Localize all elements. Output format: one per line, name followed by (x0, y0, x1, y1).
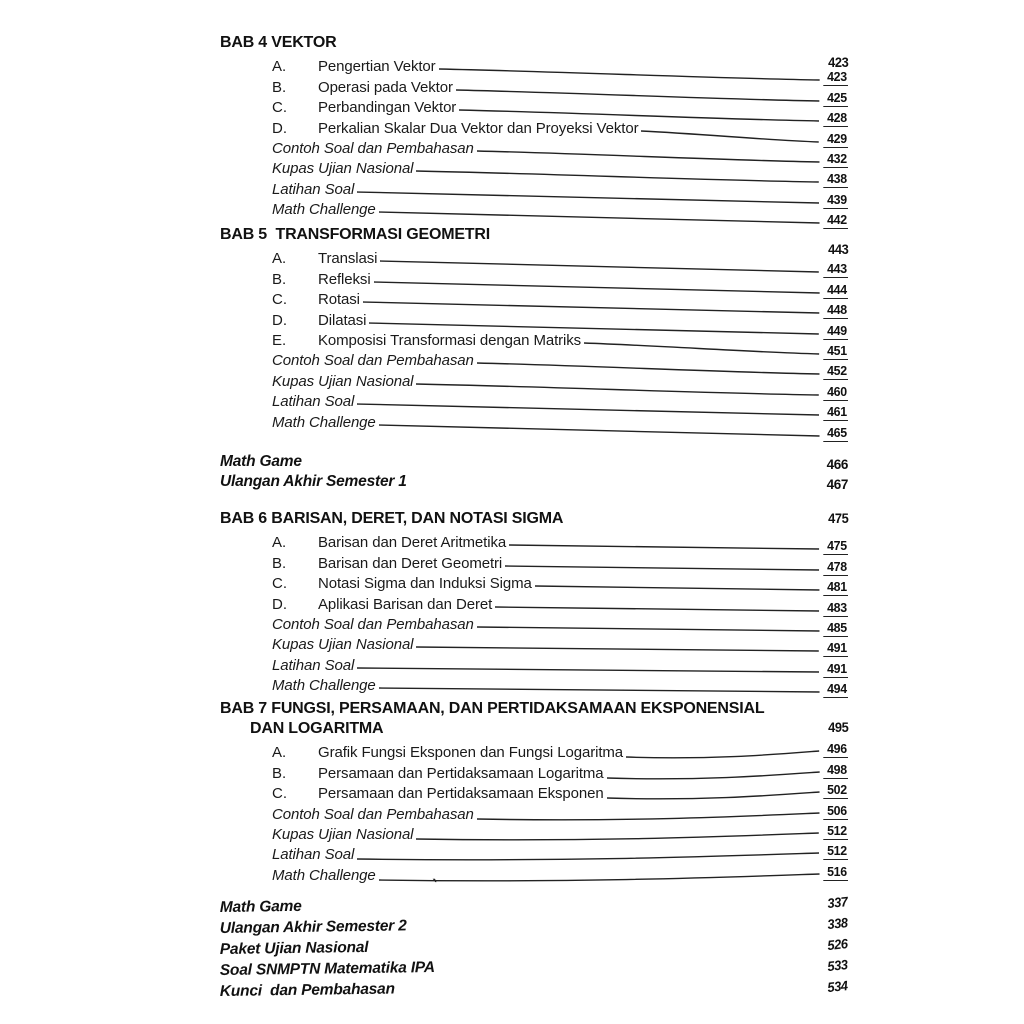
toc-row (220, 451, 848, 472)
chapter-title: BAB 6 BARISAN, DERET, DAN NOTASI SIGMA (220, 510, 564, 527)
page-number: 448 (823, 302, 848, 319)
page-number: 502 (823, 782, 848, 799)
page-number: 506 (823, 803, 848, 820)
item-letter: A. (272, 250, 287, 268)
page-number: 485 (823, 620, 848, 637)
item-label: Math Challenge (272, 201, 376, 219)
page-number: 498 (823, 762, 848, 779)
page-number: 465 (823, 425, 848, 442)
toc-row (272, 742, 848, 762)
section-bab7 (220, 699, 848, 885)
item-letter: A. (272, 744, 287, 762)
item-label: Contoh Soal dan Pembahasan (272, 139, 474, 157)
item-label: Perkalian Skalar Dua Vektor dan Proyeksi Vektor (318, 119, 639, 137)
page-number: 429 (823, 131, 848, 148)
item-label: Kupas Ujian Nasional (272, 636, 414, 654)
section-grp1 (220, 451, 848, 492)
chapter-page-number: 475 (827, 511, 848, 526)
item-label: Grafik Fungsi Eksponen dan Fungsi Logaritma (318, 744, 624, 762)
item-label: Notasi Sigma dan Induksi Sigma (318, 575, 532, 593)
item-label: Kupas Ujian Nasional (272, 372, 414, 390)
page-number: 432 (823, 151, 848, 168)
page-number: 460 (823, 384, 848, 401)
toc-row (272, 824, 848, 844)
toc-row (272, 783, 848, 803)
page-number: 428 (823, 110, 848, 127)
item-label: Ulangan Akhir Semester 2 (219, 917, 407, 938)
item-label: Ulangan Akhir Semester 1 (220, 473, 407, 490)
page-number: 423 (823, 69, 848, 86)
page-number: 337 (826, 894, 848, 912)
item-letter: C. (272, 99, 287, 117)
item-label: Math Game (220, 452, 302, 470)
item-label: Latihan Soal (272, 180, 355, 198)
page-number: 483 (823, 600, 848, 617)
toc-row (272, 370, 848, 399)
page-number: 491 (823, 661, 848, 678)
toc-row (272, 411, 848, 440)
page-number: 451 (823, 343, 848, 360)
page-number: 516 (823, 864, 848, 881)
toc-row (272, 532, 848, 552)
item-label: Barisan dan Deret Aritmetika (318, 534, 507, 552)
item-letter: B. (272, 270, 287, 288)
chapter-page-number: 423 (827, 55, 848, 70)
section-bab4 (220, 33, 848, 228)
chapter-title: BAB 5 TRANSFORMASI GEOMETRI (220, 226, 490, 243)
scan-artifact-mark: ‵ (433, 877, 437, 894)
item-label: Kupas Ujian Nasional (272, 825, 414, 843)
item-label: Soal SNMPTN Matematika IPA (219, 958, 435, 980)
page-number: 452 (823, 363, 848, 380)
item-label: Aplikasi Barisan dan Deret (318, 595, 493, 613)
toc-row (272, 573, 848, 593)
toc-row (272, 289, 848, 318)
item-label: Translasi (318, 250, 378, 268)
item-label: Pengertian Vektor (318, 58, 436, 76)
item-label: Rotasi (318, 291, 360, 309)
page-number: 438 (823, 171, 848, 188)
item-letter: C. (272, 575, 287, 593)
item-label: Latihan Soal (272, 393, 355, 411)
page-number: 444 (823, 282, 848, 299)
page-number: 449 (823, 323, 848, 340)
item-letter: B. (272, 78, 287, 96)
toc-row (272, 178, 848, 207)
item-letter: D. (272, 311, 287, 329)
chapter-title: DAN LOGARITMA (250, 720, 384, 737)
item-letter: C. (272, 785, 287, 803)
chapter-title: BAB 7 FUNGSI, PERSAMAAN, DAN PERTIDAKSAMAAN EKSPONENSIAL (220, 700, 765, 717)
item-label: Paket Ujian Nasional (219, 938, 369, 959)
page-number: 442 (823, 212, 848, 229)
item-label: Latihan Soal (272, 846, 355, 864)
item-label: Operasi pada Vektor (318, 78, 453, 96)
item-label: Contoh Soal dan Pembahasan (272, 615, 474, 633)
toc-row (272, 844, 848, 864)
page-number: 466 (826, 456, 848, 472)
toc-row (272, 56, 848, 85)
toc-row (219, 894, 848, 918)
item-label: Komposisi Transformasi dengan Matriks (318, 331, 582, 349)
toc-row (272, 634, 848, 654)
item-label: Math Challenge (272, 413, 376, 431)
toc-row (272, 97, 848, 126)
chapter-title: BAB 4 VEKTOR (220, 34, 337, 51)
toc-row (272, 614, 848, 634)
item-label: Contoh Soal dan Pembahasan (272, 352, 474, 370)
item-letter: B. (272, 554, 287, 572)
page-number: 478 (823, 559, 848, 576)
item-label: Math Challenge (272, 866, 376, 884)
toc-row (272, 762, 848, 782)
section-grp2 (219, 894, 848, 1002)
toc-row (272, 350, 848, 379)
item-label: Perbandingan Vektor (318, 99, 457, 117)
toc-row (272, 268, 848, 297)
page-number: 512 (823, 823, 848, 840)
toc-row (272, 248, 848, 277)
item-label: Math Game (219, 897, 302, 917)
page-number: 338 (826, 915, 848, 933)
item-letter: A. (272, 534, 287, 552)
item-letter: C. (272, 291, 287, 309)
item-letter: B. (272, 764, 287, 782)
toc-row (272, 675, 848, 695)
toc-row (272, 76, 848, 105)
page-number: 425 (823, 90, 848, 107)
page-number: 494 (823, 681, 848, 698)
toc-row (272, 654, 848, 674)
item-letter: A. (272, 58, 287, 76)
toc-row (272, 138, 848, 166)
chapter-page-number: 495 (827, 720, 848, 735)
toc-row (272, 391, 848, 420)
toc-row (272, 864, 848, 884)
toc-row (272, 593, 848, 613)
item-label: Latihan Soal (272, 656, 355, 674)
item-label: Math Challenge (272, 677, 376, 695)
page-number: 467 (826, 477, 848, 492)
item-letter: E. (272, 331, 287, 349)
page-number: 491 (823, 640, 848, 657)
item-label: Kupas Ujian Nasional (272, 160, 414, 178)
section-bab6 (220, 509, 848, 695)
toc-row (219, 915, 848, 939)
page-number: 526 (826, 936, 848, 954)
item-letter: D. (272, 119, 287, 137)
item-letter: D. (272, 595, 287, 613)
item-label: Refleksi (318, 270, 371, 288)
chapter-page-number: 443 (827, 242, 848, 257)
toc-row (272, 158, 848, 187)
toc-row (272, 803, 848, 823)
item-label: Contoh Soal dan Pembahasan (272, 805, 474, 823)
toc-row (272, 330, 848, 358)
toc-row (219, 957, 848, 981)
item-label: Barisan dan Deret Geometri (318, 554, 503, 572)
section-bab5 (220, 225, 848, 440)
page-number: 496 (823, 741, 848, 758)
item-label: Dilatasi (318, 311, 367, 329)
toc-row (272, 552, 848, 572)
page-number: 439 (823, 192, 848, 209)
toc-row (272, 199, 848, 228)
page-number: 461 (823, 404, 848, 421)
page-number: 443 (823, 261, 848, 278)
item-label: Kunci dan Pembahasan (219, 980, 395, 1001)
page-number: 475 (823, 538, 848, 555)
toc-row (219, 978, 848, 1002)
page-number: 481 (823, 579, 848, 596)
item-label: Persamaan dan Pertidaksamaan Logaritma (318, 764, 604, 782)
toc-row (219, 936, 848, 960)
toc-row (272, 117, 848, 146)
toc-row (272, 309, 848, 338)
page-number: 512 (823, 843, 848, 860)
page-number: 533 (826, 957, 848, 975)
page-number: 534 (826, 978, 848, 996)
toc-row (220, 472, 848, 493)
item-label: Persamaan dan Pertidaksamaan Eksponen (318, 785, 604, 803)
